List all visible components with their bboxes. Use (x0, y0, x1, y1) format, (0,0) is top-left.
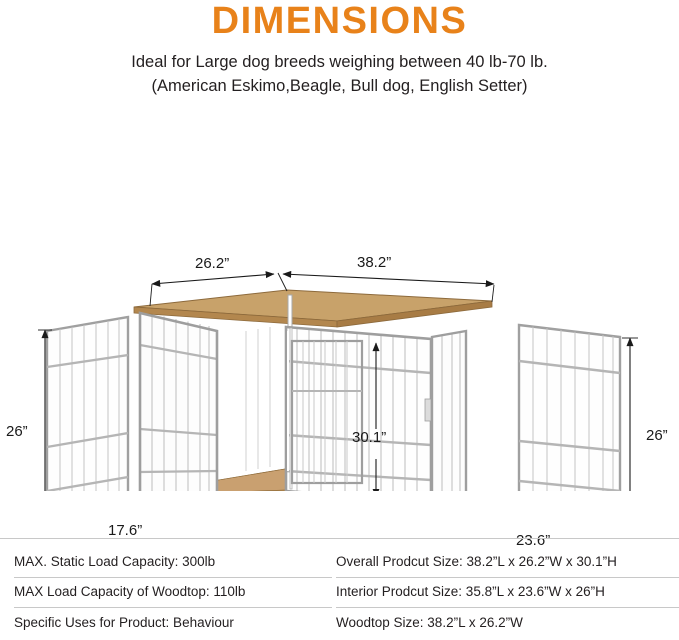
dimension-door-left-width: 17.6” (108, 521, 143, 539)
spec-row: Woodtop Size: 38.2”L x 26.2”W (336, 607, 679, 638)
dimension-top-depth: 26.2” (195, 254, 230, 272)
subtitle (0, 51, 679, 99)
specs-column-right (332, 547, 679, 638)
specs-table (0, 538, 679, 640)
dimension-height-left: 26” (6, 422, 28, 440)
header (0, 0, 679, 99)
spec-row: Overall Prodcut Size: 38.2”L x 26.2”W x 30.1”H (336, 553, 617, 569)
dimension-interior-height: 30.1” (352, 428, 387, 446)
dimension-door-right-width: 23.6” (516, 531, 551, 549)
dimension-height-right: 26” (646, 426, 668, 444)
page-title: DIMENSIONS (211, 0, 468, 42)
subtitle-line-2: (American Eskimo,Beagle, Bull dog, English Setter) (151, 76, 528, 95)
spec-row: MAX Load Capacity of Woodtop: 110lb (14, 577, 332, 608)
product-dimension-diagram (0, 99, 679, 549)
spec-row: Specific Uses for Product: Behaviour (14, 607, 332, 638)
dimension-top-width: 38.2” (357, 253, 392, 271)
crate-illustration (0, 99, 679, 491)
subtitle-line-1: Ideal for Large dog breeds weighing between 40 lb-70 lb. (131, 52, 548, 71)
spec-row: MAX. Static Load Capacity: 300lb (14, 553, 216, 569)
spec-row: Interior Prodcut Size: 35.8”L x 23.6”W x 26”H (336, 577, 679, 608)
specs-column-left (0, 547, 332, 638)
